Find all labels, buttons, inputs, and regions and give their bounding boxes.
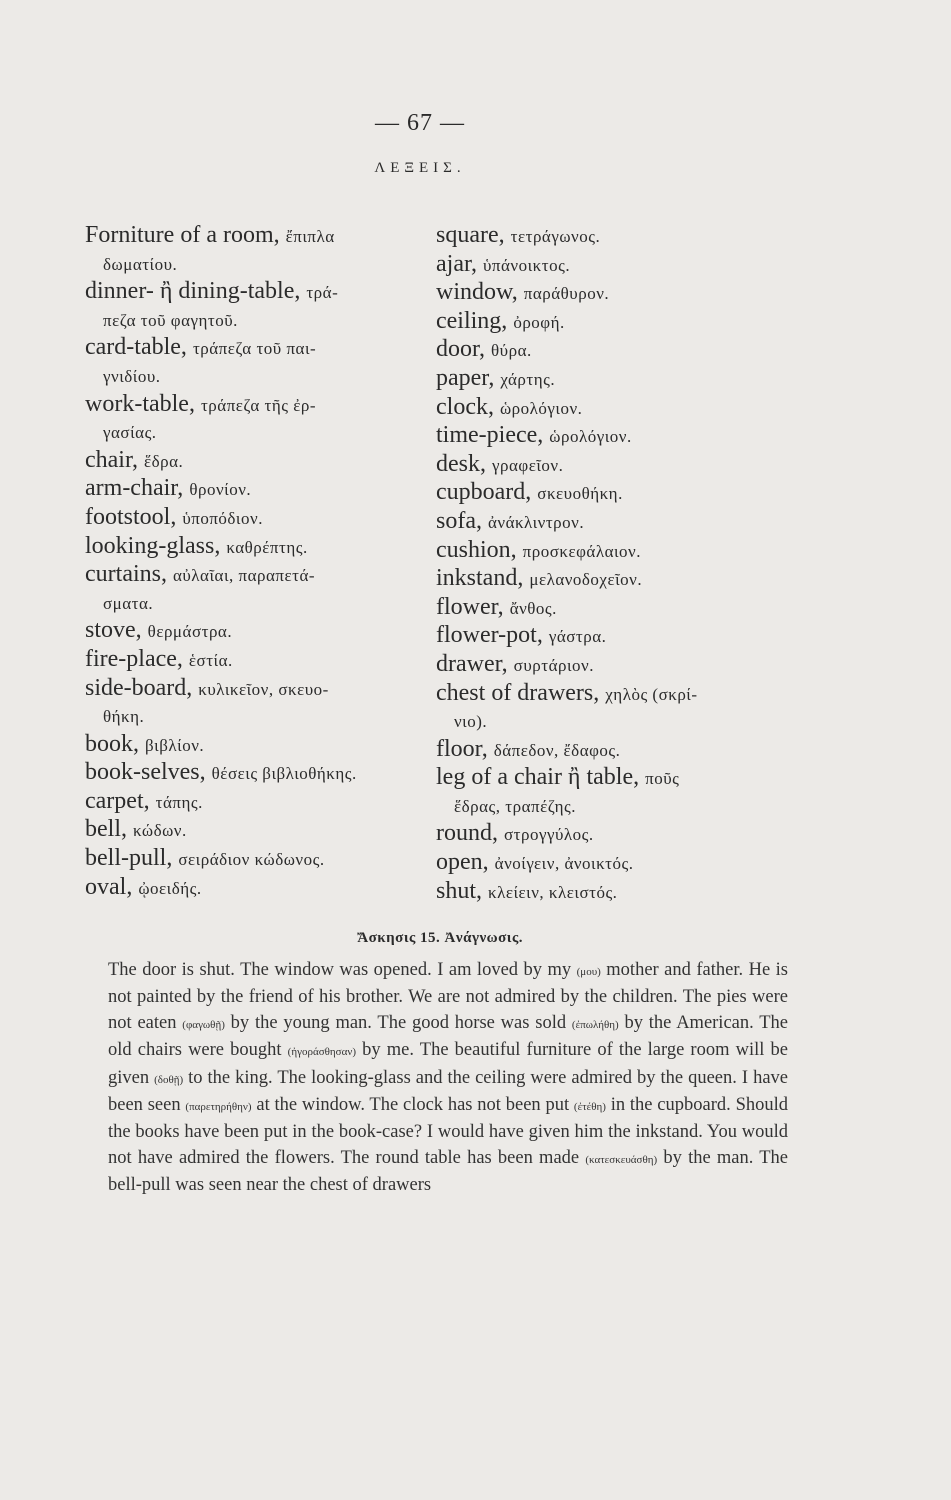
greek-translation: ποῦς: [645, 769, 680, 789]
vocabulary-entry: [85, 533, 445, 562]
greek-translation: γραφεῖον.: [492, 455, 564, 475]
english-word: desk,: [436, 450, 486, 477]
vocabulary-entry: [85, 788, 445, 817]
vocabulary-entry: [436, 594, 796, 623]
english-word: carpet,: [85, 787, 150, 814]
english-word: card-table,: [85, 334, 187, 361]
vocabulary-entry: [436, 764, 796, 820]
greek-gloss: (παρετηρήθην): [185, 1101, 252, 1114]
english-word: fire-place,: [85, 645, 183, 672]
greek-gloss: (δοθῇ): [154, 1073, 184, 1086]
vocabulary-entry: [436, 651, 796, 680]
greek-translation-continued: γνιδίου.: [103, 366, 161, 386]
english-word: open,: [436, 849, 489, 876]
greek-translation: χηλὸς (σκρί-: [605, 684, 698, 704]
vocabulary-entry: [436, 849, 796, 878]
english-word: curtains,: [85, 561, 167, 588]
vocabulary-entry: [85, 222, 445, 278]
greek-translation: ἕδρα.: [144, 451, 184, 471]
vocabulary-entry: [436, 878, 796, 907]
english-word: time-piece,: [436, 422, 544, 449]
english-word: sofa,: [436, 507, 482, 534]
greek-translation: παράθυρον.: [523, 284, 610, 304]
greek-translation: σειράδιον κώδωνος.: [178, 850, 325, 870]
greek-translation-continued: δωματίου.: [103, 254, 178, 274]
english-word: cupboard,: [436, 479, 532, 506]
greek-translation: χάρτης.: [500, 369, 556, 389]
english-word: flower-pot,: [436, 622, 543, 649]
greek-translation: δάπεδον, ἔδαφος.: [493, 740, 621, 760]
greek-translation-continued: θήκη.: [103, 707, 145, 727]
greek-translation: ἑστία.: [188, 650, 233, 670]
greek-translation: κυλικεῖον, σκευο-: [198, 679, 329, 699]
english-word: cushion,: [436, 536, 517, 563]
vocabulary-entry: [85, 475, 445, 504]
vocabulary-entry: [436, 336, 796, 365]
vocabulary-entry: [85, 759, 445, 788]
english-word: chair,: [85, 446, 139, 473]
vocabulary-entry: [85, 874, 445, 903]
vocabulary-entry: [436, 451, 796, 480]
vocabulary-entry: [436, 622, 796, 651]
vocabulary-entry: [436, 479, 796, 508]
english-word: bell,: [85, 816, 127, 843]
english-word: stove,: [85, 617, 142, 644]
exercise-sentence: by the American. The old chairs were bought: [108, 1012, 788, 1061]
greek-translation: ἀνοίγειν, ἀνοικτός.: [494, 854, 634, 874]
greek-translation: ὑποπόδιον.: [182, 508, 263, 528]
exercise-sentence: by the young man. The good horse was sold: [224, 1012, 572, 1033]
vocabulary-entry: [436, 736, 796, 765]
vocabulary-heading: ΛΕΞΕΙΣ.: [374, 160, 466, 176]
page-number: — 67 —: [375, 110, 465, 136]
english-word: side-board,: [85, 674, 193, 701]
exercise-sentence: by the man. The bell-pull was seen near the chest of drawers: [108, 1147, 788, 1196]
english-word: shut,: [436, 877, 483, 904]
vocabulary-entry: [436, 394, 796, 423]
english-word: book,: [85, 730, 139, 757]
greek-translation: θερμάστρα.: [147, 622, 233, 642]
english-word: footstool,: [85, 503, 177, 530]
greek-gloss: (κατεσκευάσθη): [585, 1153, 658, 1166]
greek-gloss: (φαγωθῇ): [182, 1018, 225, 1031]
greek-translation: τετράγωνος.: [510, 227, 601, 246]
vocabulary-entry: [85, 391, 445, 447]
vocabulary-entry: [85, 816, 445, 845]
english-word: book-selves,: [85, 759, 206, 786]
english-word: clock,: [436, 393, 494, 420]
greek-translation: συρτάριον.: [513, 655, 594, 675]
greek-translation: θύρα.: [491, 341, 532, 361]
greek-translation: σκευοθήκη.: [537, 484, 623, 504]
exercise-sentence: mother and father. He is not painted by the friend of his brother. We are not admired by the children. The pies were not eaten: [108, 960, 788, 1033]
vocabulary-entry: [85, 845, 445, 874]
greek-gloss: (ἠγοράσθησαν): [287, 1046, 356, 1059]
greek-translation: μελανοδοχεῖον.: [529, 570, 643, 590]
exercise-sentence: at the window. The clock has not been put: [251, 1095, 574, 1116]
greek-translation: ὀροφή.: [513, 312, 565, 332]
exercise-sentence: in the cupboard. Should the books have been put in the book-case? I would have given him the inkstand. You would not have admired the flowers. The round table has been made: [108, 1095, 788, 1168]
english-word: Forniture of a room,: [85, 222, 280, 248]
exercise-sentence: The door is shut. The window was opened. I am loved by my: [108, 960, 577, 980]
greek-translation: αὐλαῖαι, παραπετά-: [172, 566, 316, 586]
greek-translation: προσκεφάλαιον.: [522, 541, 641, 561]
greek-translation-continued: πεζα τοῦ φαγητοῦ.: [103, 310, 238, 330]
greek-translation: θέσεις βιβλιοθήκης.: [211, 764, 357, 784]
vocabulary-entry: [436, 820, 796, 849]
exercise-text: [108, 958, 788, 1199]
english-word: leg of a chair ἢ table,: [436, 764, 640, 791]
greek-translation: καθρέπτης.: [226, 537, 308, 557]
vocabulary-entry: [436, 279, 796, 308]
greek-translation-continued: ἕδρας, τραπέζης.: [454, 796, 576, 816]
exercise-sentence: by me. The beautiful furniture of the large room will be given: [108, 1040, 788, 1088]
vocabulary-entry: [436, 508, 796, 537]
vocabulary-entry: [85, 504, 445, 533]
vocabulary-entry: [436, 365, 796, 394]
greek-gloss: (ἐπωλήθη): [571, 1018, 619, 1031]
english-word: round,: [436, 820, 498, 847]
english-word: paper,: [436, 364, 495, 391]
vocabulary-entry: [436, 222, 796, 251]
greek-translation-continued: σματα.: [103, 593, 154, 613]
vocabulary-entry: [436, 537, 796, 566]
vocabulary-entry: [85, 646, 445, 675]
english-word: inkstand,: [436, 565, 524, 592]
greek-translation-continued: νιο).: [454, 712, 488, 732]
english-word: window,: [436, 279, 518, 306]
english-word: drawer,: [436, 650, 508, 677]
vocabulary-entry: [85, 447, 445, 476]
english-word: floor,: [436, 735, 488, 762]
greek-translation: ὡρολόγιον.: [549, 427, 632, 447]
vocabulary-entry: [436, 308, 796, 337]
greek-translation: θρονίον.: [189, 480, 252, 500]
vocabulary-entry: [85, 617, 445, 646]
exercise-title: Ἄσκησις 15. Ἀνάγνωσις.: [356, 930, 524, 946]
exercise-sentence: to the king. The looking-glass and the ceiling were admired by the queen. I have been seen: [108, 1067, 788, 1116]
vocabulary-entry: [436, 680, 796, 736]
english-word: arm-chair,: [85, 475, 184, 502]
greek-translation: κώδων.: [133, 821, 187, 841]
greek-translation: ἄνθος.: [509, 598, 557, 618]
vocabulary-entry: [85, 278, 445, 334]
english-word: flower,: [436, 593, 504, 620]
greek-translation: τάπης.: [155, 792, 203, 812]
english-word: bell-pull,: [85, 845, 173, 872]
english-word: chest of drawers,: [436, 679, 600, 706]
english-word: ajar,: [436, 250, 478, 277]
english-word: dinner- ἢ dining-table,: [85, 278, 301, 305]
greek-translation: τρά-: [306, 283, 339, 303]
greek-translation: ἔπιπλα: [285, 227, 335, 246]
greek-translation-continued: γασίας.: [103, 423, 157, 443]
vocabulary-entry: [85, 334, 445, 390]
greek-translation: κλείειν, κλειστός.: [488, 882, 618, 902]
english-word: square,: [436, 222, 505, 248]
greek-gloss: (μου): [576, 966, 601, 978]
greek-translation: ὑπάνοικτος.: [483, 255, 571, 275]
greek-translation: βιβλίον.: [145, 735, 205, 755]
vocabulary-column-left: [85, 222, 445, 902]
english-word: looking-glass,: [85, 532, 221, 559]
vocabulary-entry: [85, 731, 445, 760]
vocabulary-column-right: [436, 222, 796, 906]
english-word: door,: [436, 336, 486, 363]
english-word: oval,: [85, 873, 133, 900]
vocabulary-entry: [85, 561, 445, 617]
vocabulary-entry: [436, 422, 796, 451]
greek-translation: ὡρολόγιον.: [499, 398, 583, 418]
greek-translation: ᾠοειδής.: [138, 878, 202, 898]
greek-gloss: (ἐτέθη): [573, 1101, 606, 1114]
greek-translation: τράπεζα τοῦ παι-: [192, 339, 317, 359]
greek-translation: ἀνάκλιντρον.: [487, 512, 585, 532]
english-word: work-table,: [85, 390, 195, 417]
greek-translation: στρογγύλος.: [504, 825, 594, 845]
vocabulary-entry: [436, 251, 796, 280]
vocabulary-entry: [85, 675, 445, 731]
greek-translation: τράπεζα τῆς ἐρ-: [200, 395, 316, 415]
greek-translation: γάστρα.: [548, 627, 607, 647]
vocabulary-entry: [436, 565, 796, 594]
english-word: ceiling,: [436, 307, 508, 334]
